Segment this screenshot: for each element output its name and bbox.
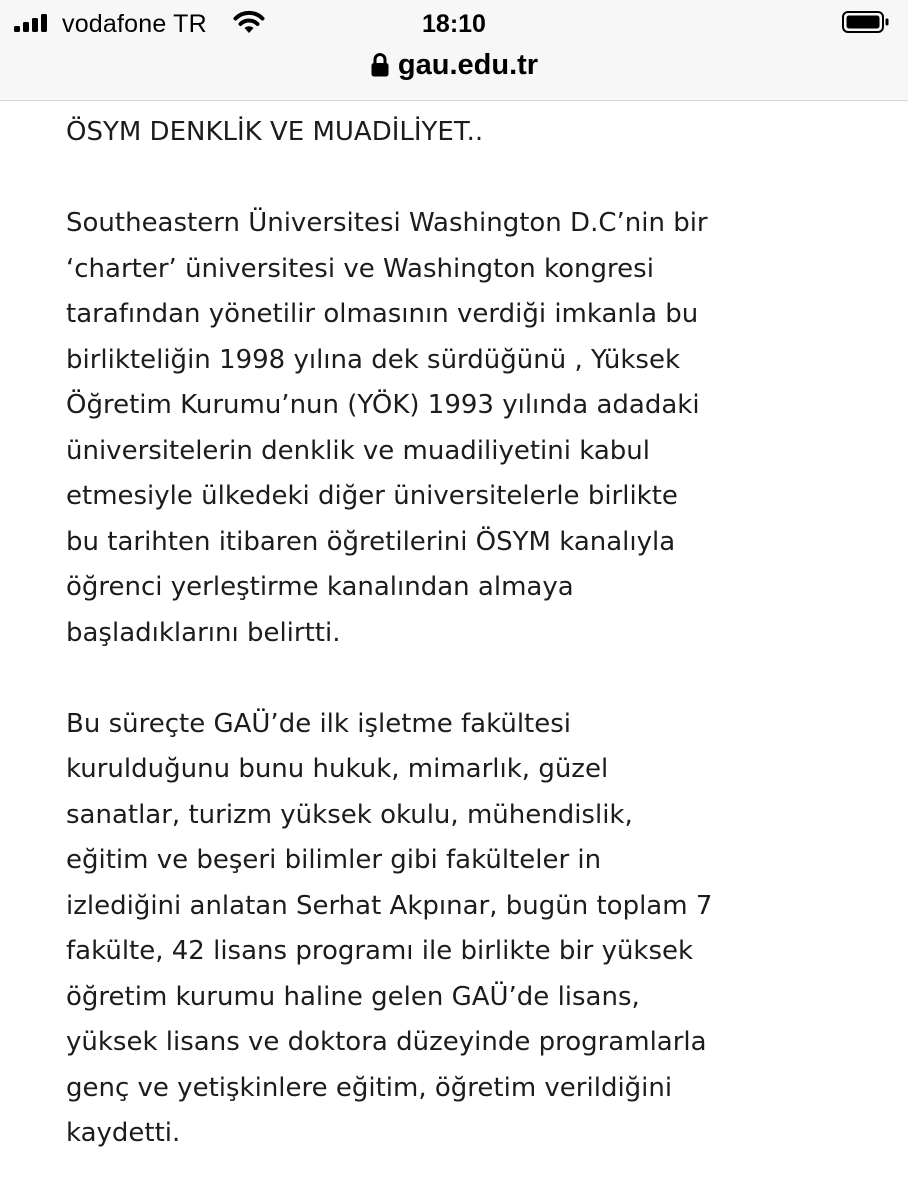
paragraph-2-line: sanatlar, turizm yüksek okulu, mühendislik,: [66, 799, 633, 830]
article-heading: ÖSYM DENKLİK VE MUADİLİYET..: [66, 117, 484, 147]
paragraph-2-line: kaydetti.: [66, 1118, 181, 1148]
paragraph-1-line: ‘charter’ üniversitesi ve Washington kongresi: [66, 253, 654, 284]
status-time: 18:10: [422, 10, 486, 38]
status-bar: [0, 0, 908, 46]
url-text: gau.edu.tr: [397, 49, 539, 81]
lock-icon: [370, 52, 390, 78]
paragraph-1-line: bu tarihten itibaren öğretilerini ÖSYM kanalıyla: [66, 526, 676, 557]
paragraph-2-line: genç ve yetişkinlere eğitim, öğretim verildiğini: [66, 1072, 673, 1103]
paragraph-1-line: etmesiyle ülkedeki diğer üniversitelerle birlikte: [66, 481, 678, 511]
paragraph-1-line: üniversitelerin denklik ve muadiliyetini kabul: [66, 435, 650, 466]
paragraph-2-line: izlediğini anlatan Serhat Akpınar, bugün toplam 7: [66, 890, 713, 921]
paragraph-2-line: fakülte, 42 lisans programı ile birlikte bir yüksek: [66, 936, 694, 966]
paragraph-2: [66, 702, 866, 1157]
paragraph-1-line: öğrenci yerleştirme kanalından almaya: [66, 572, 574, 602]
address-bar[interactable]: [0, 44, 908, 86]
paragraph-1-line: başladıklarını belirtti.: [66, 617, 341, 648]
paragraph-2-line: eğitim ve beşeri bilimler gibi fakülteler in: [66, 845, 602, 875]
paragraph-1-line: tarafından yönetilir olmasının verdiği imkanla bu: [66, 299, 699, 329]
paragraph-1-line: Southeastern Üniversitesi Washington D.C’nin bir: [66, 208, 708, 238]
paragraph-2-line: yüksek lisans ve doktora düzeyinde programlarla: [66, 1027, 707, 1057]
paragraph-2-line: öğretim kurumu haline gelen GAÜ’de lisans,: [66, 981, 640, 1012]
paragraph-1-line: Öğretim Kurumu’nun (YÖK) 1993 yılında adadaki: [66, 390, 700, 420]
browser-chrome: [0, 0, 908, 101]
paragraph-2-line: Bu süreçte GAÜ’de ilk işletme fakültesi: [66, 708, 572, 739]
battery-icon: [842, 11, 890, 33]
carrier-name: vodafone TR: [62, 10, 207, 38]
paragraph-2-line: kurulduğunu bunu hukuk, mimarlık, güzel: [66, 754, 609, 784]
paragraph-1: [66, 201, 866, 656]
article-body: [66, 110, 866, 1202]
paragraph-1-line: birlikteliğin 1998 yılına dek sürdüğünü , Yüksek: [66, 344, 681, 375]
